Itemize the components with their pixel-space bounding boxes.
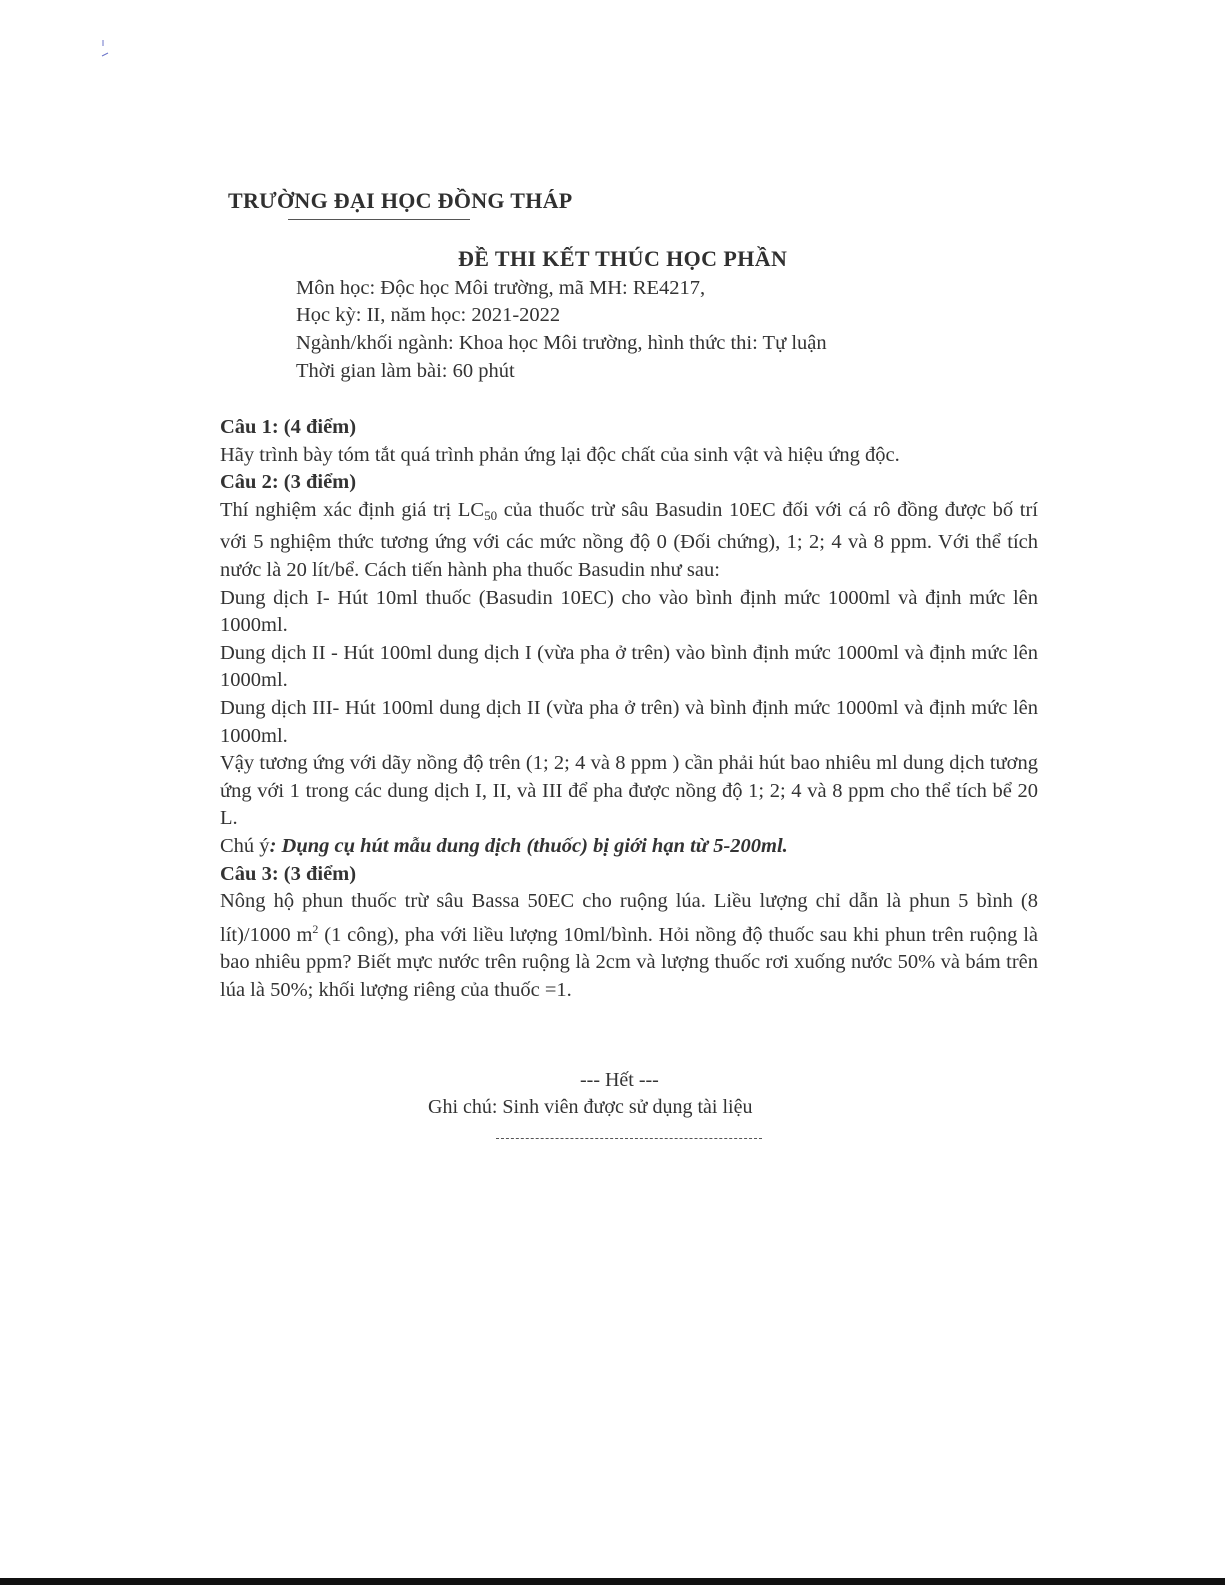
question-3-text-rest: (1 công), pha với liều lượng 10ml/bình. Hỏi nồng độ thuốc sau khi phun trên ruộng là bao nhiêu ppm? Biết mực nước trên ruộng là 2cm và lượng thuốc rơi xuống nước 50% và bám trên lúa là 50%; khối lượng riêng của thuốc =1. bbox=[220, 923, 1038, 1001]
semester-line: Học kỳ: II, năm học: 2021-2022 bbox=[296, 304, 561, 326]
scan-artifact-mark bbox=[100, 38, 110, 60]
question-2-question: Vậy tương ứng với dãy nồng độ trên (1; 2; 4 và 8 ppm ) cần phải hút bao nhiêu ml dung dịch tương ứng với 1 trong các dung dịch I, II, và III để pha được nồng độ 1; 2; 4 và 8 ppm cho thể tích bể 20 L. bbox=[220, 752, 1038, 830]
question-1-text: Hãy trình bày tóm tắt quá trình phản ứng lại độc chất của sinh vật và hiệu ứng độc. bbox=[220, 443, 900, 466]
question-3-text-start: Nông hộ phun thuốc trừ sâu Bassa 50EC cho ruộng lúa. Liều lượng chỉ dẫn là phun 5 bình (8 lít)/1000 m bbox=[220, 890, 1038, 946]
note-text: : Dụng cụ hút mẫu dung dịch (thuốc) bị giới hạn từ 5-200ml. bbox=[269, 834, 788, 857]
footer-note: Ghi chú: Sinh viên được sử dụng tài liệu bbox=[428, 1096, 753, 1118]
note-label: Chú ý bbox=[220, 834, 270, 857]
lc-subscript: 50 bbox=[484, 507, 498, 523]
question-2-intro-start: Thí nghiệm xác định giá trị LC bbox=[220, 498, 485, 521]
question-2-heading: Câu 2: (3 điểm) bbox=[220, 471, 357, 494]
school-name-underline bbox=[288, 219, 470, 220]
solution-3-text: Dung dịch III- Hút 100ml dung dịch II (vừa pha ở trên) và bình định mức 1000ml và định mức lên 1000ml. bbox=[220, 696, 1038, 747]
exam-title: ĐỀ THI KẾT THÚC HỌC PHẦN bbox=[458, 246, 788, 271]
scan-bottom-edge bbox=[0, 1578, 1225, 1585]
question-3-heading: Câu 3: (3 điểm) bbox=[220, 862, 357, 885]
question-2-note bbox=[220, 833, 1038, 861]
solution-2-text: Dung dịch II - Hút 100ml dung dịch I (vừa pha ở trên) vào bình định mức 1000ml và định mức lên 1000ml. bbox=[220, 641, 1038, 692]
question-1-heading: Câu 1: (4 điểm) bbox=[220, 416, 357, 438]
question-2-intro bbox=[220, 497, 1038, 585]
solution-1-text: Dung dịch I- Hút 10ml thuốc (Basudin 10EC) cho vào bình định mức 1000ml và định mức lên 1000ml. bbox=[220, 586, 1038, 637]
question-2-intro-rest: của thuốc trừ sâu Basudin 10EC đối với cá rô đồng được bố trí với 5 nghiệm thức tương ứng với các mức nồng độ 0 (Đối chứng), 1; 2; 4 và 8 ppm. Với thể tích nước là 20 lít/bể. Cách tiến hành pha thuốc Basudin như sau: bbox=[220, 498, 1038, 581]
exam-body bbox=[220, 414, 1038, 1004]
time-line: Thời gian làm bài: 60 phút bbox=[296, 360, 515, 382]
question-3-text bbox=[220, 888, 1038, 1004]
area-superscript: 2 bbox=[312, 921, 319, 936]
course-line: Môn học: Độc học Môi trường, mã MH: RE4217, bbox=[296, 277, 706, 299]
school-name: TRƯỜNG ĐẠI HỌC ĐỒNG THÁP bbox=[228, 188, 573, 213]
end-mark: --- Hết --- bbox=[580, 1069, 659, 1091]
major-line: Ngành/khối ngành: Khoa học Môi trường, hình thức thi: Tự luận bbox=[296, 332, 827, 354]
footer-dashed-rule bbox=[496, 1138, 762, 1139]
